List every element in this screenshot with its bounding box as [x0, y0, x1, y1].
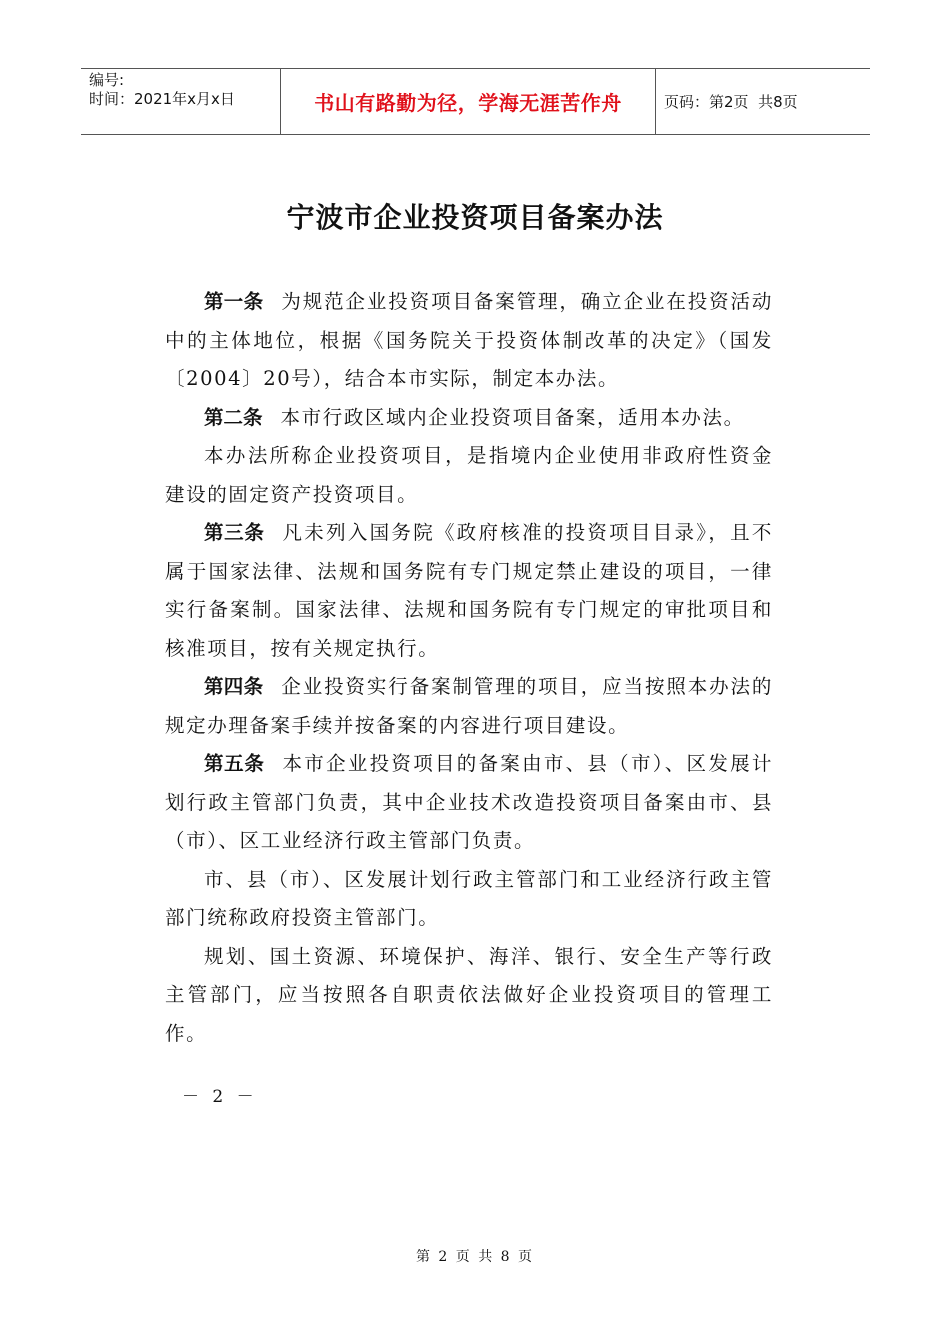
article-label: 第五条 [204, 752, 265, 775]
paragraph [165, 437, 773, 514]
header-page-info [656, 69, 870, 134]
paragraph [165, 399, 773, 438]
paragraph [165, 938, 773, 1054]
paragraph-text: 本市行政区域内企业投资项目备案，适用本办法。 [280, 405, 745, 429]
header-time-label: 时间：2021年x月x日 [89, 90, 235, 108]
paragraph-text: 本办法所称企业投资项目，是指境内企业使用非政府性资金建设的固定资产投资项目。 [165, 444, 773, 506]
document-body [165, 283, 773, 1053]
paragraph [165, 861, 773, 938]
paragraph-text: 凡未列入国务院《政府核准的投资项目目录》，且不属于国家法律、法规和国务院有专门规定禁止建设的项目，一律实行备案制。国家法律、法规和国务院有专门规定的审批项目和核准项目，按有关规定执行。 [165, 521, 773, 660]
paragraph [165, 514, 773, 668]
document-header [81, 68, 870, 135]
header-number-label: 编号: [89, 71, 125, 89]
article-label: 第三条 [204, 521, 265, 544]
paragraph-text: 为规范企业投资项目备案管理，确立企业在投资活动中的主体地位，根据《国务院关于投资体制改革的决定》（国发〔2004〕20号），结合本市实际，制定本办法。 [165, 290, 773, 390]
paragraph [165, 745, 773, 861]
paragraph-text: 企业投资实行备案制管理的项目，应当按照本办法的规定办理备案手续并按备案的内容进行项目建设。 [165, 675, 773, 737]
paragraph-text: 规划、国土资源、环境保护、海洋、银行、安全生产等行政主管部门，应当按照各自职责依法做好企业投资项目的管理工作。 [165, 944, 773, 1045]
paragraph [165, 283, 773, 399]
article-label: 第二条 [204, 405, 263, 429]
document-title: 宁波市企业投资项目备案办法 [286, 201, 664, 234]
header-page-info-text: 页码：第2页 共8页 [664, 93, 798, 111]
paragraph [165, 668, 773, 745]
paragraph-text: 本市企业投资项目的备案由市、县（市）、区发展计划行政主管部门负责，其中企业技术改造投资项目备案由市、县（市）、区工业经济行政主管部门负责。 [165, 752, 773, 852]
article-label: 第四条 [204, 675, 264, 698]
page-marker: － 2 － [182, 1087, 258, 1107]
article-label: 第一条 [204, 290, 264, 313]
page-footer: 第 2 页 共 8 页 [415, 1249, 535, 1265]
paragraph-text: 市、县（市）、区发展计划行政主管部门和工业经济行政主管部门统称政府投资主管部门。 [165, 867, 773, 929]
header-meta [81, 69, 281, 134]
header-motto: 书山有路勤为径，学海无涯苦作舟 [281, 69, 656, 134]
